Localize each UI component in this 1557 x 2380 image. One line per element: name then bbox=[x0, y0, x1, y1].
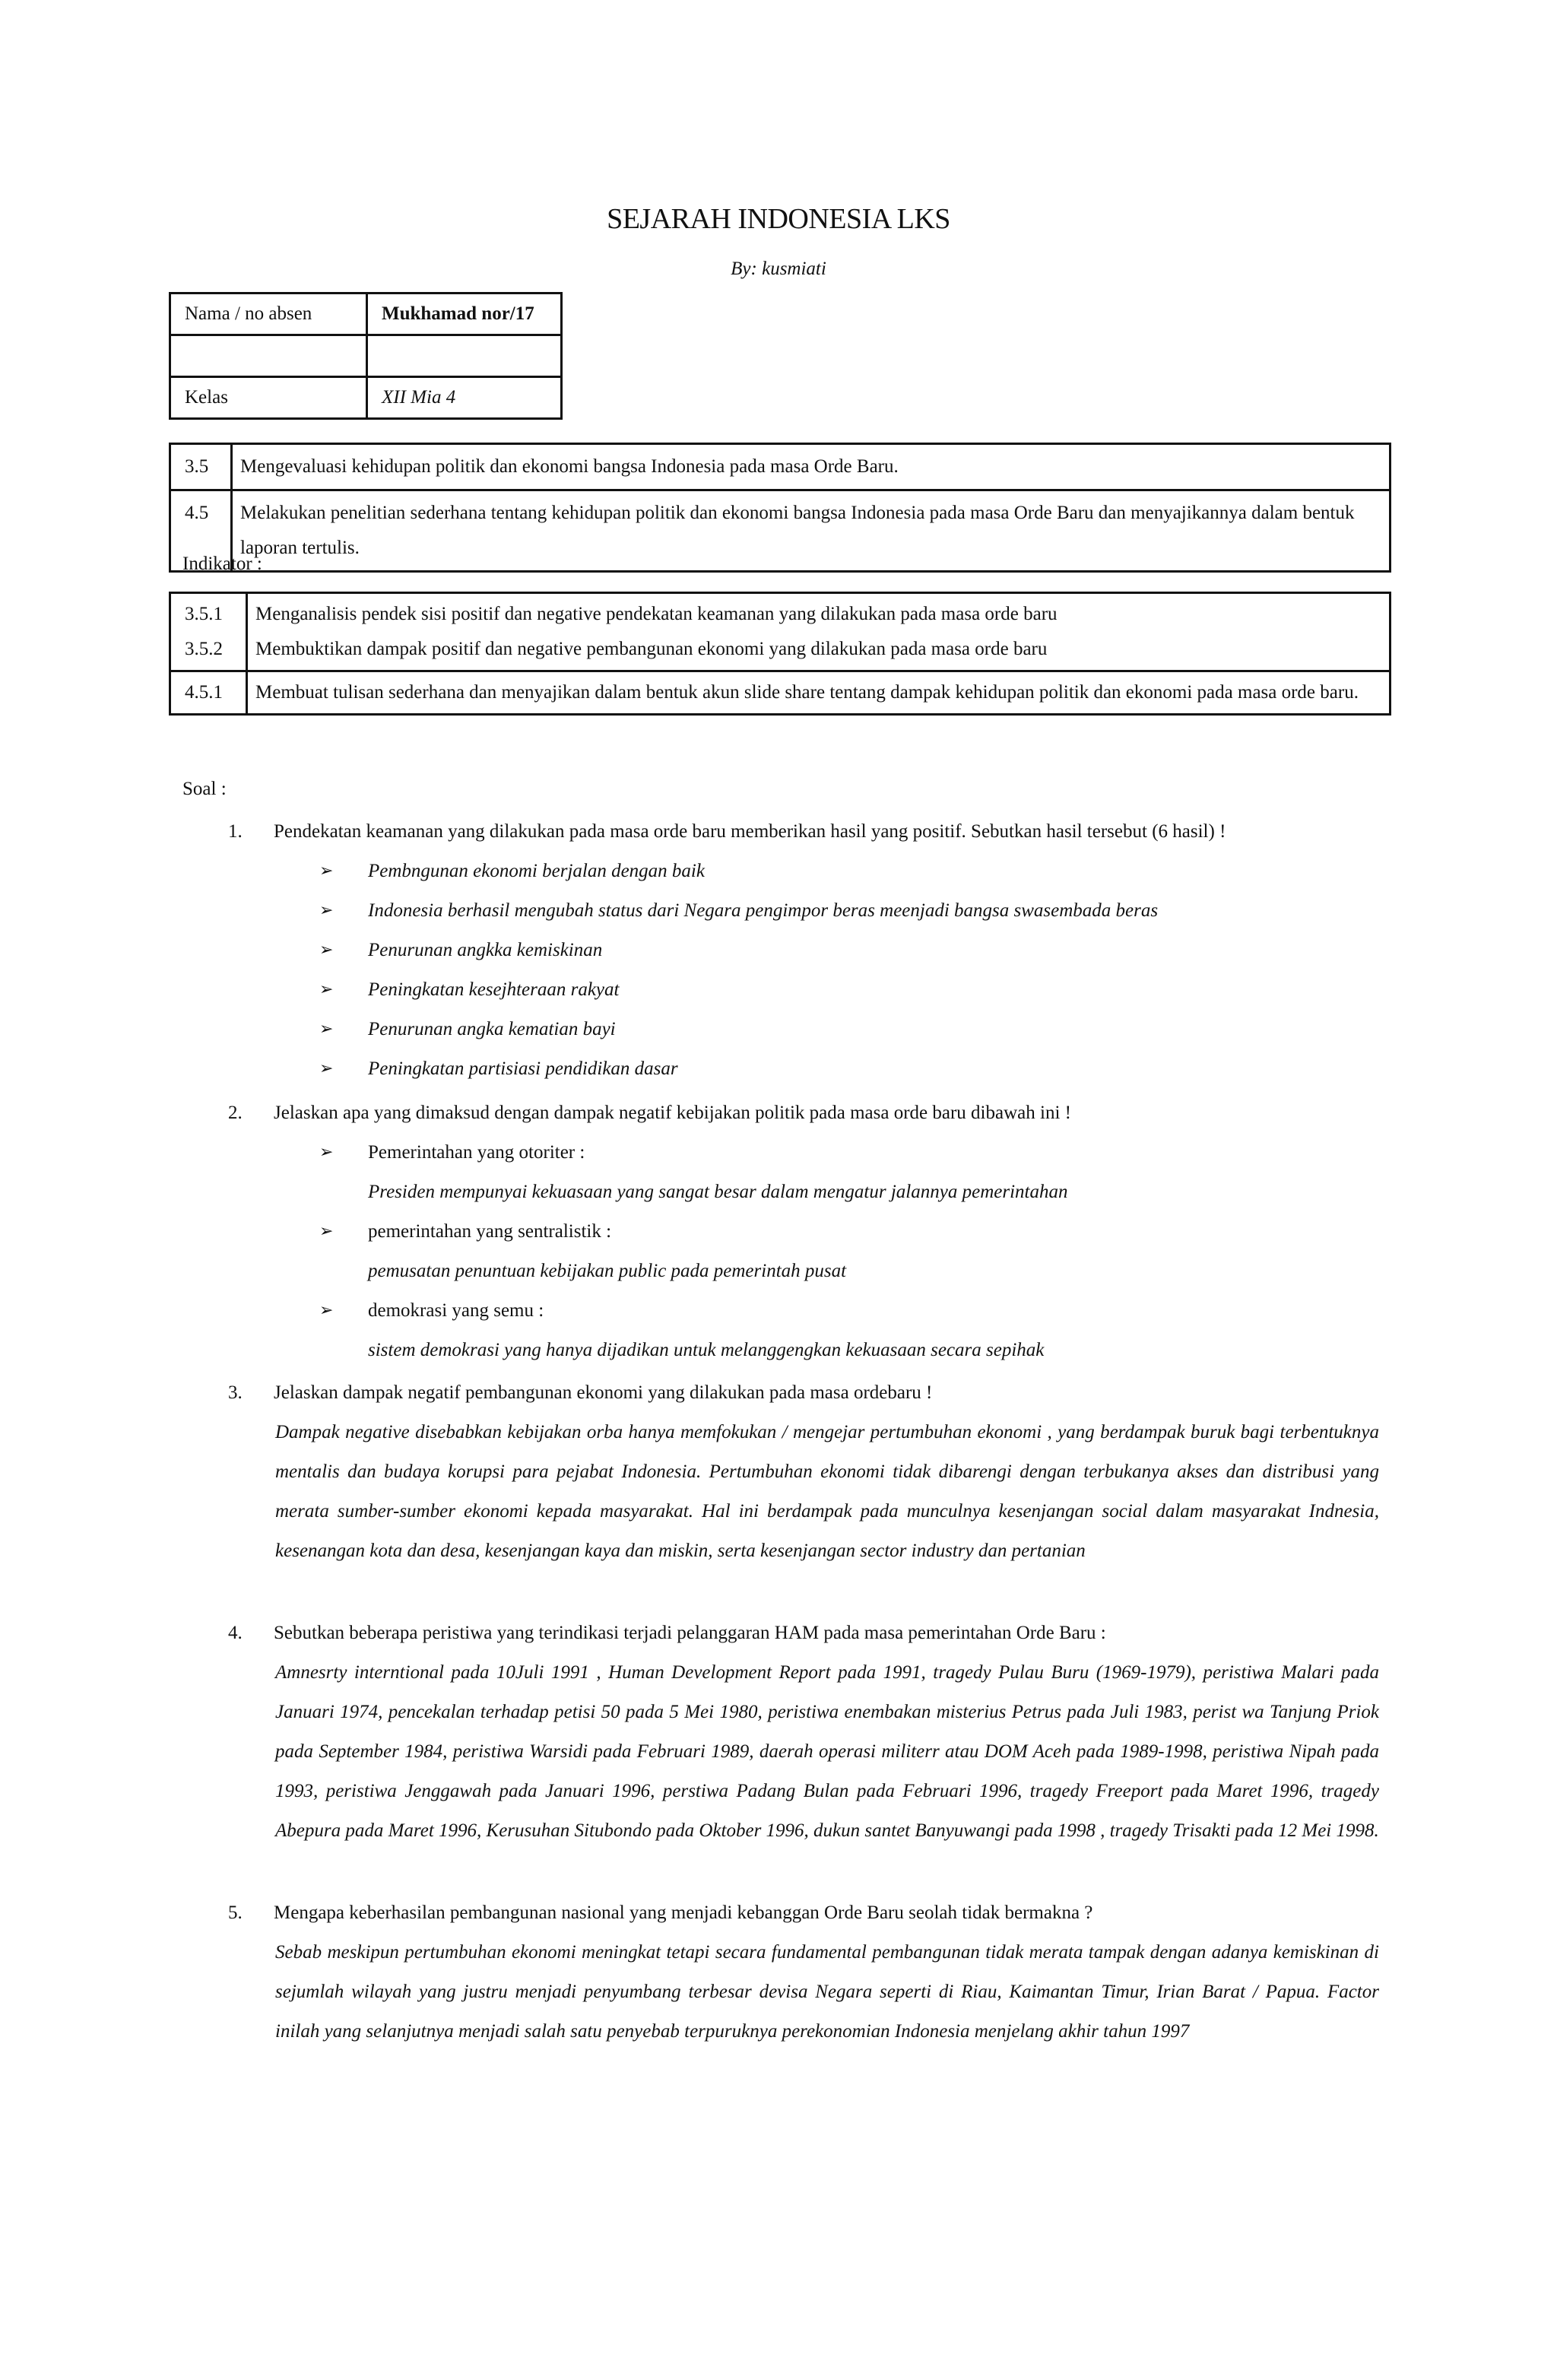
table-row bbox=[170, 593, 1391, 671]
indicator-number: 3.5.1 bbox=[185, 604, 223, 624]
arrow-bullet-icon: ➢ bbox=[319, 1143, 334, 1162]
indicator-number: 3.5.2 bbox=[185, 639, 223, 659]
indicator-number: 4.5.1 bbox=[170, 671, 247, 715]
item-answer: pemusatan penuntuan kebijakan public pada pemerintah pusat bbox=[368, 1261, 847, 1281]
name-label: Nama / no absen bbox=[170, 294, 367, 335]
arrow-bullet-icon: ➢ bbox=[319, 1059, 334, 1078]
competency-text: Mengevaluasi kehidupan politik dan ekonomi bangsa Indonesia pada masa Orde Baru. bbox=[232, 444, 1391, 490]
arrow-bullet-icon: ➢ bbox=[319, 862, 334, 881]
table-row bbox=[170, 671, 1391, 715]
class-value: XII Mia 4 bbox=[367, 377, 562, 419]
indicator-text: Menganalisis pendek sisi positif dan negative pendekatan keamanan yang dilakukan pada masa orde baru bbox=[255, 604, 1058, 624]
answer-text: Penurunan angka kematian bayi bbox=[368, 1019, 616, 1039]
table-row bbox=[170, 377, 562, 419]
item-answer: sistem demokrasi yang hanya dijadikan untuk melanggengkan kekuasaan secara sepihak bbox=[368, 1340, 1045, 1360]
blank-label bbox=[170, 335, 367, 377]
class-label: Kelas bbox=[170, 377, 367, 419]
competency-table bbox=[169, 443, 1391, 573]
soal-label: Soal : bbox=[182, 779, 227, 799]
indicator-text: Membuktikan dampak positif dan negative pembangunan ekonomi yang dilakukan pada masa orde baru bbox=[255, 639, 1048, 659]
question-number: 2. bbox=[228, 1103, 243, 1123]
table-row bbox=[170, 444, 1391, 490]
indicator-numbers bbox=[170, 593, 247, 671]
author-byline: By: kusmiati bbox=[731, 259, 826, 279]
question-2-answers bbox=[319, 1133, 1067, 1370]
competency-number: 3.5 bbox=[170, 444, 232, 490]
question-number: 5. bbox=[228, 1902, 243, 1923]
table-row bbox=[170, 335, 562, 377]
list-item bbox=[319, 1133, 1067, 1173]
indicator-texts bbox=[247, 593, 1391, 671]
arrow-bullet-icon: ➢ bbox=[319, 1020, 334, 1039]
page-title: SEJARAH INDONESIA LKS bbox=[607, 203, 950, 235]
indikator-label: Indikator : bbox=[182, 554, 262, 574]
arrow-bullet-icon: ➢ bbox=[319, 901, 334, 920]
table-row bbox=[170, 490, 1391, 572]
arrow-bullet-icon: ➢ bbox=[319, 1301, 334, 1320]
indicator-text: Membuat tulisan sederhana dan menyajikan dalam bentuk akun slide share tentang dampak kehidupan politik dan ekonomi pada masa orde baru. bbox=[247, 671, 1391, 715]
answer-text: Indonesia berhasil mengubah status dari Negara pengimpor beras meenjadi bangsa swasembada beras bbox=[368, 900, 1159, 921]
competency-number: 4.5 bbox=[170, 490, 232, 572]
blank-value bbox=[367, 335, 562, 377]
identity-table bbox=[169, 292, 563, 420]
answer-text: Pembngunan ekonomi berjalan dengan baik bbox=[368, 861, 705, 881]
list-item bbox=[319, 1212, 1067, 1252]
question-text: Jelaskan dampak negatif pembangunan ekonomi yang dilakukan pada masa ordebaru ! bbox=[274, 1382, 933, 1403]
arrow-bullet-icon: ➢ bbox=[319, 941, 334, 960]
answer-text: Peningkatan kesejhteraan rakyat bbox=[368, 979, 620, 1000]
answer-text: Peningkatan partisiasi pendidikan dasar bbox=[368, 1058, 678, 1079]
table-row bbox=[170, 294, 562, 335]
question-text: Jelaskan apa yang dimaksud dengan dampak negatif kebijakan politik pada masa orde baru dibawah ini ! bbox=[274, 1103, 1071, 1123]
name-value: Mukhamad nor/17 bbox=[367, 294, 562, 335]
item-label: pemerintahan yang sentralistik : bbox=[368, 1221, 612, 1242]
question-3-answer: Dampak negative disebabkan kebijakan orba hanya memfokukan / mengejar pertumbuhan ekonomi , yang berdampak buruk bagi terbentuknya mentalis dan budaya korupsi para pejabat Indonesia. Pertumbuhan ekonomi tidak dibarengi dengan terbukanya akses dan distribusi yang merata sumber-sumber ekonomi kepada masyarakat. Hal ini berdampak pada munculnya kesenjangan social dalam masyarakat Indnesia, kesenangan kota dan desa, kesenjangan kaya dan miskin, serta kesenjangan sector industry dan pertanian bbox=[275, 1422, 1379, 1561]
arrow-bullet-icon: ➢ bbox=[319, 980, 334, 999]
item-answer: Presiden mempunyai kekuasaan yang sangat besar dalam mengatur jalannya pemerintahan bbox=[368, 1182, 1068, 1202]
answer-text: Penurunan angkka kemiskinan bbox=[368, 940, 603, 960]
question-text: Mengapa keberhasilan pembangunan nasional yang menjadi kebanggan Orde Baru seolah tidak bermakna ? bbox=[274, 1902, 1093, 1923]
question-number: 4. bbox=[228, 1623, 243, 1643]
question-number: 1. bbox=[228, 821, 243, 842]
question-text: Pendekatan keamanan yang dilakukan pada masa orde baru memberikan hasil yang positif. Sebutkan hasil tersebut (6 hasil) ! bbox=[274, 821, 1226, 842]
question-text: Sebutkan beberapa peristiwa yang terindikasi terjadi pelanggaran HAM pada masa pemerintahan Orde Baru : bbox=[274, 1623, 1106, 1643]
item-label: demokrasi yang semu : bbox=[368, 1300, 544, 1321]
list-item bbox=[319, 1291, 1067, 1331]
indicator-table bbox=[169, 592, 1391, 716]
competency-text: Melakukan penelitian sederhana tentang kehidupan politik dan ekonomi bangsa Indonesia pada masa Orde Baru dan menyajikannya dalam bentuk laporan tertulis. bbox=[232, 490, 1391, 572]
arrow-bullet-icon: ➢ bbox=[319, 1222, 334, 1241]
question-5-answer: Sebab meskipun pertumbuhan ekonomi meningkat tetapi secara fundamental pembangunan tidak merata tampak dengan adanya kemiskinan di sejumlah wilayah yang justru menjadi penyumbang terbesar devisa Negara seperti di Riau, Kaimantan Timur, Irian Barat / Papua. Factor inilah yang selanjutnya menjadi salah satu penyebab terpuruknya perekonomian Indonesia menjelang akhir tahun 1997 bbox=[275, 1942, 1379, 2042]
question-4-answer: Amnesrty interntional pada 10Juli 1991 , Human Development Report pada 1991, tragedy Pulau Buru (1969-1979), peristiwa Malari pada Januari 1974, pencekalan terhadap petisi 50 pada 5 Mei 1980, peristiwa enembakan misterius Petrus pada Juli 1983, perist wa Tanjung Priok pada September 1984, peristiwa Warsidi pada Februari 1989, daerah operasi militerr atau DOM Aceh pada 1989-1998, peristiwa Nipah pada 1993, peristiwa Jenggawah pada Januari 1996, perstiwa Padang Bulan pada Februari 1996, tragedy Freeport pada Maret 1996, tragedy Abepura pada Maret 1996, Kerusuhan Situbondo pada Oktober 1996, dukun santet Banyuwangi pada 1998 , tragedy Trisakti pada 12 Mei 1998. bbox=[275, 1662, 1379, 1841]
question-number: 3. bbox=[228, 1382, 243, 1403]
item-label: Pemerintahan yang otoriter : bbox=[368, 1142, 585, 1163]
